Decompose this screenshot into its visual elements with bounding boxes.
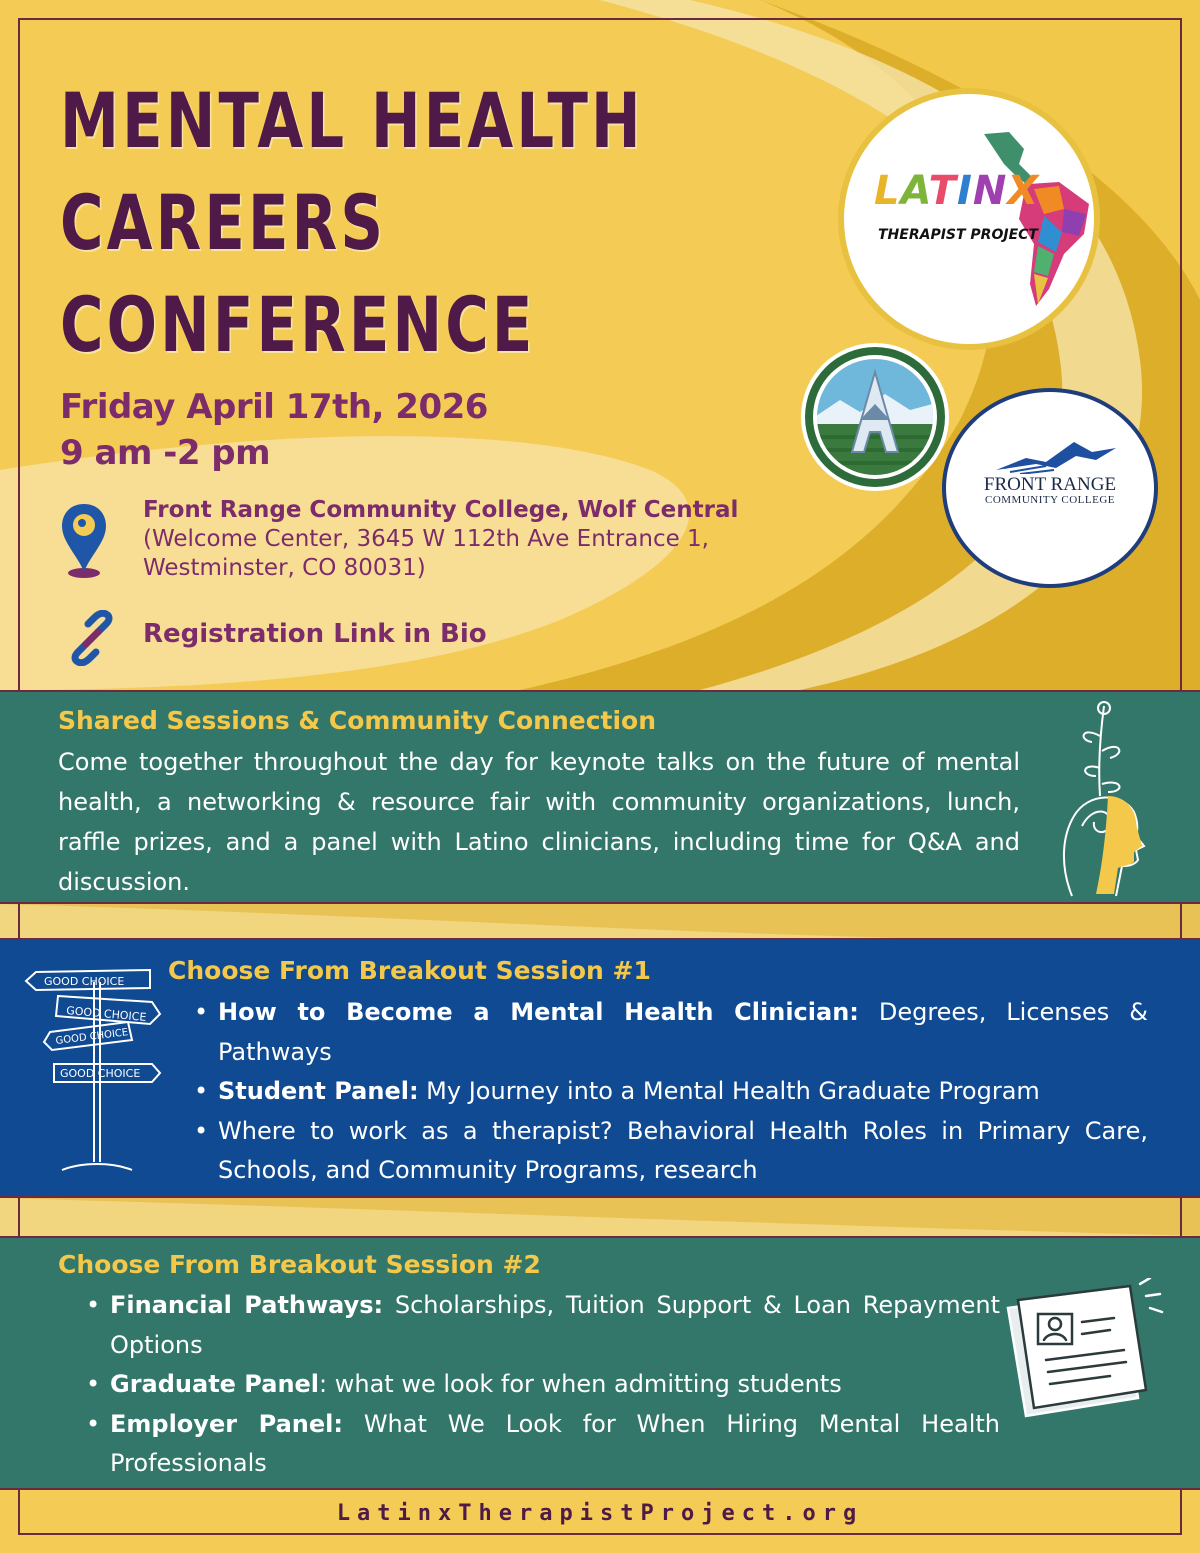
mountain-icon [996, 434, 1116, 474]
sign-label-1: GOOD CHOICE [44, 975, 125, 988]
session-1-item-2-title: Student Panel: [218, 1077, 419, 1105]
sign-label-4: GOOD CHOICE [60, 1067, 141, 1080]
breakout-session-1-section [0, 938, 1200, 1198]
event-title [60, 70, 653, 376]
session-2-list [84, 1286, 1000, 1484]
frcc-logo-subtitle: COMMUNITY COLLEGE [985, 494, 1115, 506]
location-pin-icon [58, 500, 110, 580]
session-1-item-1-text: Degrees, Licenses & Pathways [218, 998, 1148, 1066]
head-with-plant-icon [1052, 696, 1152, 902]
title-line-2: CAREERS [60, 178, 387, 267]
website-footer: LatinxTherapistProject.org [336, 1501, 864, 1526]
college-seal-logo [800, 342, 950, 492]
list-item [110, 1286, 1000, 1365]
venue-address-line-2: Westminster, CO 80031) [143, 555, 426, 581]
latinx-therapist-project-logo [838, 88, 1100, 350]
session-2-item-2-title: Graduate Panel [110, 1370, 320, 1398]
session-1-item-1-title: How to Become a Mental Health Clinician: [218, 998, 859, 1026]
venue-address-line-1: (Welcome Center, 3645 W 112th Ave Entrance 1, [143, 526, 709, 552]
registration-text: Registration Link in Bio [143, 619, 487, 649]
latin-america-map-icon [964, 124, 1094, 314]
event-time: 9 am -2 pm [60, 433, 271, 473]
application-document-icon [1000, 1278, 1170, 1428]
signpost-icon [22, 962, 162, 1182]
breakout-session-2-section [0, 1236, 1200, 1490]
venue-block [143, 496, 843, 583]
list-item [218, 1072, 1148, 1112]
shared-sessions-heading: Shared Sessions & Community Connection [58, 706, 657, 735]
session-1-heading: Choose From Breakout Session #1 [168, 956, 651, 985]
title-line-1: MENTAL HEALTH [60, 76, 644, 165]
front-range-community-college-logo [942, 388, 1158, 588]
session-1-item-3-text: Where to work as a therapist? Behavioral Health Roles in Primary Care, Schools, and Community Programs, research [218, 1116, 1148, 1184]
shared-sessions-section [0, 690, 1200, 904]
sign-label-2: GOOD CHOICE [65, 1004, 147, 1024]
latinx-logo-subtitle: THERAPIST PROJECT [878, 227, 1038, 243]
list-item [110, 1405, 1000, 1484]
title-line-3: CONFERENCE [60, 280, 536, 369]
event-date: Friday April 17th, 2026 [60, 387, 488, 427]
session-2-item-1-text: Scholarships, Tuition Support & Loan Repayment Options [110, 1291, 1000, 1359]
list-item [110, 1365, 1000, 1405]
session-2-heading: Choose From Breakout Session #2 [58, 1250, 541, 1279]
event-date-time [60, 384, 488, 476]
list-item [218, 1112, 1148, 1191]
session-1-item-2-text: My Journey into a Mental Health Graduate Program [418, 1077, 1040, 1105]
session-2-item-1-title: Financial Pathways: [110, 1291, 384, 1319]
session-2-item-3-text: What We Look for When Hiring Mental Health Professionals [110, 1409, 1000, 1477]
sign-label-3: GOOD CHOICE [55, 1027, 129, 1047]
session-1-list [192, 993, 1148, 1191]
latinx-logo-text: LATINX [874, 168, 1040, 214]
list-item [218, 993, 1148, 1072]
session-2-item-2-text: : what we look for when admitting students [319, 1370, 842, 1398]
shared-sessions-body: Come together throughout the day for keynote talks on the future of mental health, a networking & resource fair with community organizations, lunch, raffle prizes, and a panel with Latino clinicians, including time for Q&A and discussion. [58, 748, 1020, 896]
link-icon [64, 610, 120, 666]
frcc-logo-name: FRONT RANGE [983, 474, 1117, 495]
venue-name: Front Range Community College, Wolf Central [143, 497, 739, 523]
session-2-item-3-title: Employer Panel: [110, 1409, 343, 1438]
